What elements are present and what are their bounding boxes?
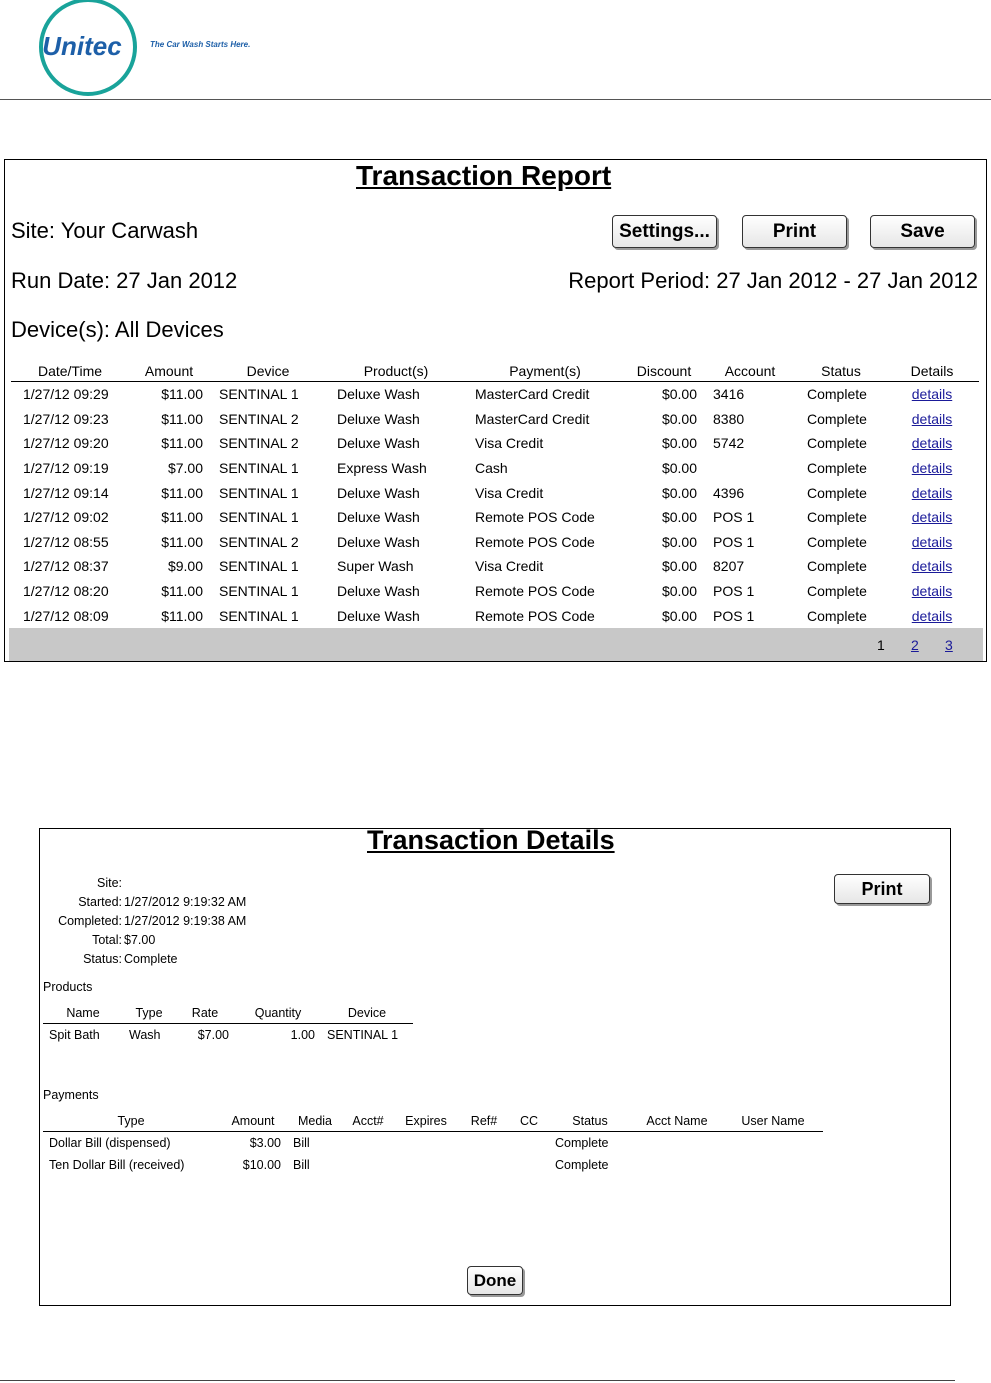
payments-header-row	[43, 1111, 823, 1132]
site-label: Site: Your Carwash	[11, 218, 199, 243]
table-cell: 1.00	[290, 1028, 315, 1042]
column-header: Payment(s)	[465, 360, 625, 382]
details-link[interactable]: details	[911, 484, 953, 501]
detail-field-label: Status:	[83, 952, 122, 966]
table-cell: Complete	[555, 1136, 609, 1150]
table-cell: Cash	[475, 460, 508, 477]
table-cell: 1/27/12 08:20	[23, 583, 109, 600]
table-cell: 1/27/12 08:09	[23, 607, 109, 624]
payments-column-header: Media	[287, 1111, 343, 1132]
report-title: Transaction Report	[356, 160, 612, 191]
done-button[interactable]: Done	[467, 1266, 523, 1295]
table-cell	[459, 1132, 509, 1155]
table-cell: 1/27/12 09:14	[23, 484, 109, 501]
payments-column-header: Status	[549, 1111, 631, 1132]
details-title: Transaction Details	[367, 825, 615, 855]
table-cell	[343, 1154, 393, 1176]
table-cell: $0.00	[661, 583, 697, 600]
table-row	[11, 480, 979, 505]
table-cell: 1/27/12 09:29	[23, 386, 109, 403]
settings-button[interactable]: Settings...	[612, 215, 717, 248]
payments-column-header: Type	[43, 1111, 219, 1132]
report-period: Report Period: 27 Jan 2012 - 27 Jan 2012	[568, 268, 978, 293]
table-cell	[885, 554, 979, 579]
payments-column-header: Acct#	[343, 1111, 393, 1132]
table-cell: Visa Credit	[475, 484, 544, 501]
detail-field	[42, 914, 246, 928]
column-header: Account	[703, 360, 797, 382]
table-row	[11, 603, 979, 628]
footer-divider	[0, 1380, 955, 1381]
table-cell: Complete	[807, 410, 867, 427]
table-cell: Super Wash	[337, 558, 414, 575]
table-row	[11, 530, 979, 555]
table-row	[11, 456, 979, 481]
payments-column-header: Ref#	[459, 1111, 509, 1132]
table-cell: Deluxe Wash	[337, 484, 420, 501]
pagination-bar	[9, 628, 983, 661]
table-cell: SENTINAL 1	[219, 460, 299, 477]
table-cell: $9.00	[167, 558, 203, 575]
detail-field-label: Completed:	[58, 914, 122, 928]
detail-field	[42, 876, 124, 890]
table-cell: $0.00	[661, 460, 697, 477]
print-button[interactable]: Print	[742, 215, 847, 248]
column-header: Device	[209, 360, 327, 382]
products-column-header: Device	[321, 1003, 413, 1024]
table-cell: SENTINAL 2	[219, 410, 299, 427]
table-cell: Ten Dollar Bill (received)	[49, 1158, 185, 1172]
payments-column-header: Acct Name	[631, 1111, 723, 1132]
table-cell: SENTINAL 1	[219, 386, 299, 403]
table-cell	[885, 431, 979, 456]
table-cell: Deluxe Wash	[337, 386, 420, 403]
table-cell	[393, 1132, 459, 1155]
table-cell: 1/27/12 08:37	[23, 558, 109, 575]
table-cell	[885, 382, 979, 407]
products-table	[43, 1003, 413, 1046]
details-link[interactable]: details	[911, 386, 953, 403]
run-date: Run Date: 27 Jan 2012	[11, 268, 238, 293]
page-link-2[interactable]: 2	[911, 637, 919, 653]
table-cell: Bill	[293, 1158, 310, 1172]
table-cell: Dollar Bill (dispensed)	[49, 1136, 171, 1150]
details-link[interactable]: details	[911, 607, 953, 624]
table-cell: $0.00	[661, 607, 697, 624]
table-cell	[393, 1154, 459, 1176]
products-label: Products	[43, 980, 93, 994]
table-cell	[631, 1154, 723, 1176]
table-cell: Remote POS Code	[475, 607, 595, 624]
table-cell: Complete	[807, 435, 867, 452]
table-cell: Bill	[293, 1136, 310, 1150]
table-cell: 1/27/12 09:02	[23, 509, 109, 526]
table-row	[11, 579, 979, 604]
table-cell: MasterCard Credit	[475, 386, 590, 403]
table-cell: MasterCard Credit	[475, 410, 590, 427]
payments-column-header: User Name	[723, 1111, 823, 1132]
table-cell: 1/27/12 09:23	[23, 410, 109, 427]
column-header: Amount	[129, 360, 209, 382]
detail-field-label: Total:	[92, 933, 122, 947]
detail-field	[42, 895, 246, 909]
transaction-details-panel	[39, 825, 951, 1306]
details-print-button[interactable]: Print	[834, 874, 930, 904]
table-cell: $11.00	[161, 509, 203, 526]
table-cell: $11.00	[161, 583, 203, 600]
save-button[interactable]: Save	[870, 215, 975, 248]
table-cell: Complete	[807, 460, 867, 477]
table-cell: SENTINAL 1	[219, 484, 299, 501]
table-cell: SENTINAL 1	[327, 1028, 399, 1042]
column-header: Date/Time	[11, 360, 129, 382]
products-column-header: Type	[123, 1003, 175, 1024]
table-row	[11, 554, 979, 579]
table-cell: Complete	[807, 484, 867, 501]
detail-field	[42, 933, 155, 947]
table-row	[11, 431, 979, 456]
table-cell: Complete	[807, 558, 867, 575]
page-current: 1	[877, 637, 885, 653]
unitec-logo	[30, 0, 142, 96]
details-link[interactable]: details	[911, 533, 953, 550]
table-cell: Deluxe Wash	[337, 410, 420, 427]
detail-field-value: $7.00	[124, 933, 156, 947]
table-cell: Visa Credit	[475, 558, 544, 575]
table-cell: Complete	[555, 1158, 609, 1172]
table-cell: $7.00	[197, 1028, 229, 1042]
table-cell: POS 1	[713, 583, 755, 600]
table-cell	[723, 1132, 823, 1155]
table-cell: SENTINAL 1	[219, 509, 299, 526]
table-cell	[885, 480, 979, 505]
table-cell: $0.00	[661, 386, 697, 403]
table-cell: Deluxe Wash	[337, 509, 420, 526]
payments-column-header: Expires	[393, 1111, 459, 1132]
table-cell	[631, 1132, 723, 1155]
products-column-header: Rate	[175, 1003, 235, 1024]
payments-column-header: Amount	[219, 1111, 287, 1132]
table-header-row	[11, 360, 979, 382]
table-cell: $10.00	[242, 1158, 281, 1172]
table-row	[11, 505, 979, 530]
table-cell: 5742	[713, 435, 745, 452]
table-cell: $0.00	[661, 533, 697, 550]
table-cell: Complete	[807, 607, 867, 624]
table-cell: Remote POS Code	[475, 583, 595, 600]
table-cell: $11.00	[161, 435, 203, 452]
table-cell	[723, 1154, 823, 1176]
tagline: The Car Wash Starts Here.	[150, 40, 251, 49]
table-cell: $11.00	[161, 484, 203, 501]
devices-label: Device(s): All Devices	[11, 317, 224, 342]
table-cell: Complete	[807, 509, 867, 526]
table-row	[11, 407, 979, 432]
payments-label: Payments	[43, 1088, 99, 1102]
header-divider	[0, 99, 991, 100]
payment-row	[43, 1132, 823, 1155]
products-column-header: Name	[43, 1003, 123, 1024]
table-cell	[885, 456, 979, 481]
table-cell: SENTINAL 1	[219, 558, 299, 575]
details-link[interactable]: details	[911, 435, 953, 452]
detail-field	[42, 952, 178, 966]
table-cell: POS 1	[713, 533, 755, 550]
table-cell: Visa Credit	[475, 435, 544, 452]
table-cell: Spit Bath	[49, 1028, 100, 1042]
table-cell: 4396	[713, 484, 745, 501]
table-cell: $11.00	[161, 607, 203, 624]
products-column-header: Quantity	[235, 1003, 321, 1024]
table-cell: Deluxe Wash	[337, 533, 420, 550]
table-cell: Wash	[129, 1028, 161, 1042]
logo-wordmark: Unitec	[42, 31, 122, 61]
table-cell: $11.00	[161, 386, 203, 403]
product-row	[43, 1024, 413, 1047]
table-cell: $0.00	[661, 558, 697, 575]
payment-row	[43, 1154, 823, 1176]
table-cell: 8380	[713, 410, 745, 427]
details-link[interactable]: details	[911, 460, 953, 477]
table-cell: 1/27/12 09:19	[23, 460, 109, 477]
table-cell	[509, 1132, 549, 1155]
table-cell: $7.00	[167, 460, 203, 477]
payments-column-header: CC	[509, 1111, 549, 1132]
table-cell: POS 1	[713, 607, 755, 624]
table-cell: $0.00	[661, 484, 697, 501]
page-link-3[interactable]: 3	[945, 637, 953, 653]
details-link[interactable]: details	[911, 410, 953, 427]
table-cell: Deluxe Wash	[337, 607, 420, 624]
table-cell: SENTINAL 1	[219, 607, 299, 624]
table-cell: SENTINAL 2	[219, 435, 299, 452]
transaction-report-panel	[4, 159, 987, 662]
table-cell: SENTINAL 2	[219, 533, 299, 550]
products-header-row	[43, 1003, 413, 1024]
table-cell: Complete	[807, 386, 867, 403]
table-cell	[885, 505, 979, 530]
column-header: Discount	[625, 360, 703, 382]
table-cell: $11.00	[161, 533, 203, 550]
table-cell	[885, 407, 979, 432]
table-cell: Deluxe Wash	[337, 583, 420, 600]
table-cell	[459, 1154, 509, 1176]
table-cell: Complete	[807, 583, 867, 600]
table-cell: 3416	[713, 386, 745, 403]
detail-field-value: Complete	[124, 952, 178, 966]
table-cell: Remote POS Code	[475, 509, 595, 526]
payments-table	[43, 1111, 823, 1176]
table-cell: $0.00	[661, 410, 697, 427]
column-header: Product(s)	[327, 360, 465, 382]
column-header: Status	[797, 360, 885, 382]
table-cell: $0.00	[661, 509, 697, 526]
table-cell: SENTINAL 1	[219, 583, 299, 600]
transactions-table	[11, 360, 979, 628]
table-cell: 1/27/12 09:20	[23, 435, 109, 452]
table-cell	[885, 530, 979, 555]
details-link[interactable]: details	[911, 558, 953, 575]
detail-field-value: 1/27/2012 9:19:38 AM	[124, 914, 247, 928]
details-link[interactable]: details	[911, 583, 953, 600]
table-row	[11, 382, 979, 407]
table-cell: $3.00	[249, 1136, 281, 1150]
table-cell	[703, 456, 797, 481]
table-cell: Remote POS Code	[475, 533, 595, 550]
table-cell: $11.00	[161, 410, 203, 427]
detail-field-label: Started:	[78, 895, 122, 909]
table-cell: Express Wash	[337, 460, 427, 477]
table-cell	[885, 579, 979, 604]
table-cell: Complete	[807, 533, 867, 550]
table-cell	[885, 603, 979, 628]
detail-field-value: 1/27/2012 9:19:32 AM	[124, 895, 247, 909]
table-cell: Deluxe Wash	[337, 435, 420, 452]
table-cell: POS 1	[713, 509, 755, 526]
detail-field-label: Site:	[96, 876, 122, 890]
table-cell: 1/27/12 08:55	[23, 533, 109, 550]
table-cell: 8207	[713, 558, 745, 575]
table-cell	[343, 1132, 393, 1155]
table-cell	[509, 1154, 549, 1176]
details-link[interactable]: details	[911, 509, 953, 526]
table-cell: $0.00	[661, 435, 697, 452]
column-header: Details	[885, 360, 979, 382]
